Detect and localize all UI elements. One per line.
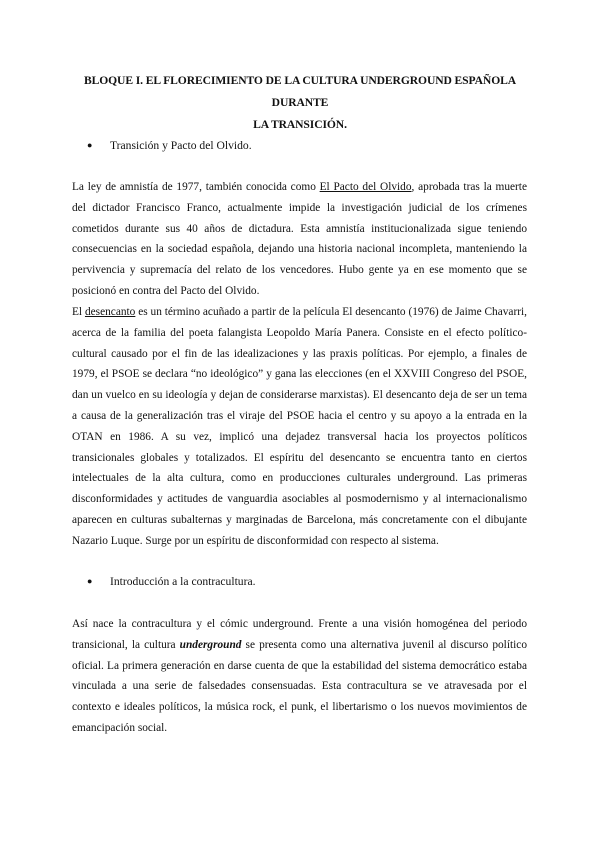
paragraph-text: es un término acuñado a partir de la película El desencanto (1976) de Jaime Chavarri, acerca de la familia del poeta falangista Leopoldo María Panera. Consiste en el efecto político-cultural causado por el fin de las idealizaciones y las praxis políticas. Por ejemplo, a finales de 1979, el PSOE se declara “no ideológico” y gana las elecciones (en el XXVIII Congreso del PSOE, dan un vuelco en su ideología y dejan de considerarse marxistas). El desencanto deja de ser un tema a causa de la generalización tras el viraje del PSOE hacia el centro y su apoyo a la entrada en la OTAN en 1986. A su vez, implicó una dejadez transversal hacia los proyectos políticos transicionales globales y totalizados. El espíritu del desencanto se encuentra tanto en ciertos intelectuales de la alta cultura, como en producciones culturales underground. Las primeras disconformidades y actitudes de vanguardia asociables al posmodernismo y al internacionalismo aparecen en culturas subalternas y marginadas de Barcelona, más concretamente con el dibujante Nazario Luque. Surge por un espíritu de disconformidad con respecto al sistema. bbox=[72, 306, 527, 547]
paragraph-amnistia bbox=[72, 177, 527, 302]
paragraph-text: El bbox=[72, 306, 85, 318]
bullet-label: Introducción a la contracultura. bbox=[110, 575, 256, 588]
underground-emphasis: underground bbox=[179, 638, 242, 651]
pacto-del-olvido-link[interactable]: El Pacto del Olvido bbox=[319, 181, 412, 193]
title-line-2: LA TRANSICIÓN. bbox=[253, 118, 347, 131]
paragraph-text: , aprobada tras la muerte del dictador Francisco Franco, actualmente impide la investigación judicial de los crímenes cometidos durante sus 40 años de dictadura. Esta amnistía institucionalizada sigue teniendo consecuencias en la sociedad española, dejando una historia nacional incompleta, manteniendo la pervivencia y supremacía del relato de los vencedores. Hubo gente ya en ese momento que se posicionó en contra del Pacto del Olvido. bbox=[72, 181, 527, 297]
bullet-label: Transición y Pacto del Olvido. bbox=[110, 139, 252, 152]
paragraph-text: La ley de amnistía de 1977, también conocida como bbox=[72, 181, 320, 193]
paragraph-text: se presenta como una alternativa juvenil al discurso político oficial. La primera generación en darse cuenta de que la estabilidad del sistema democrático estaba vinculada a una serie de falsedades consensuadas. Esta contracultura se ve atravesada por el contexto e ideales políticos, la música rock, el punk, el libertarismo o los nuevos movimientos de emancipación social. bbox=[72, 638, 527, 734]
bullet-item-transicion bbox=[87, 137, 252, 154]
paragraph-desencanto bbox=[72, 302, 527, 552]
bullet-dot-icon: ● bbox=[87, 140, 93, 150]
page-title bbox=[60, 70, 540, 136]
paragraph-text: Así nace la contracultura y el cómic underground. Frente a una visión homogénea del periodo transicional, la cultura bbox=[72, 618, 527, 651]
desencanto-link[interactable]: desencanto bbox=[84, 306, 136, 318]
bullet-dot-icon: ● bbox=[87, 576, 93, 586]
bullet-item-contracultura bbox=[87, 573, 256, 590]
paragraph-contracultura bbox=[72, 614, 527, 739]
title-line-1: BLOQUE I. EL FLORECIMIENTO DE LA CULTURA UNDERGROUND ESPAÑOLA DURANTE bbox=[83, 74, 517, 109]
